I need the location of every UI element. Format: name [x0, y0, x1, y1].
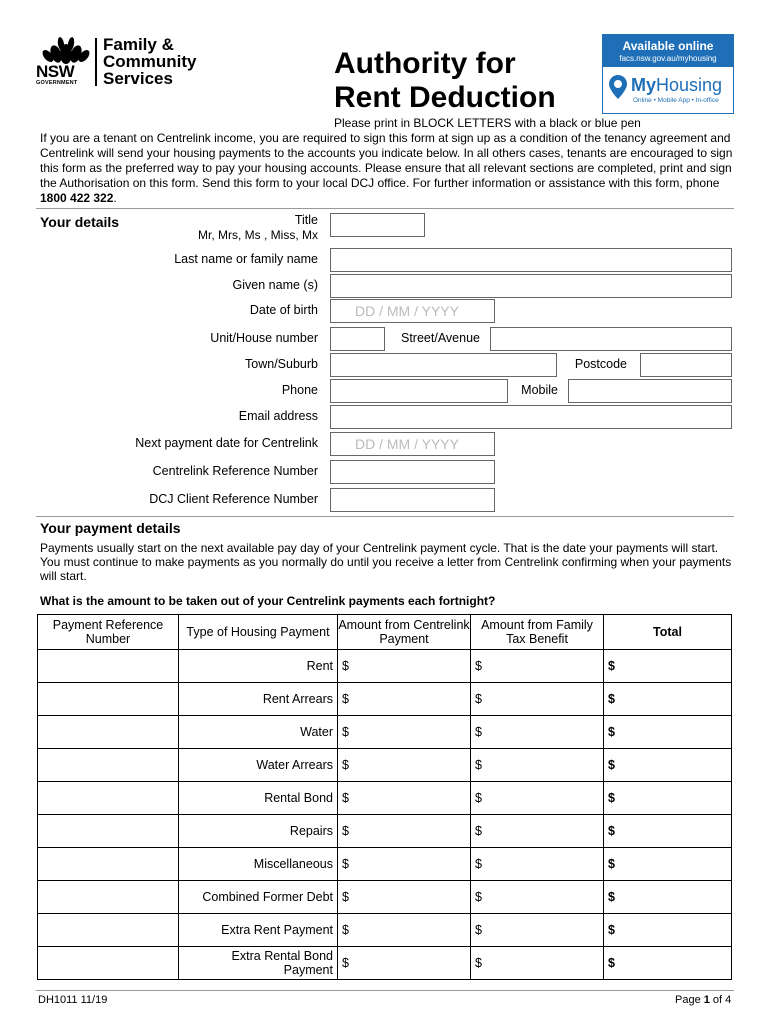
payment-ref-cell[interactable] — [38, 881, 179, 914]
next-payment-input[interactable]: DD / MM / YYYY — [330, 432, 495, 456]
centrelink-amount-cell[interactable]: $ — [338, 914, 471, 947]
table-row — [38, 881, 732, 914]
housing-type-cell: Rental Bond — [179, 782, 338, 815]
col-ftb-header: Amount from Family Tax Benefit — [471, 615, 604, 650]
last-name-label: Last name or family name — [174, 252, 318, 266]
postcode-label: Postcode — [574, 357, 627, 371]
housing-type-cell: Combined Former Debt — [179, 881, 338, 914]
email-input[interactable] — [330, 405, 732, 429]
centrelink-amount-cell[interactable]: $ — [338, 749, 471, 782]
total-cell[interactable]: $ — [604, 782, 732, 815]
street-input[interactable] — [490, 327, 732, 351]
payment-ref-cell[interactable] — [38, 716, 179, 749]
table-row — [38, 683, 732, 716]
dob-label: Date of birth — [249, 303, 318, 317]
housing-type-cell: Extra Rental Bond Payment — [179, 947, 338, 980]
col-type-header: Type of Housing Payment — [179, 615, 338, 650]
centrelink-amount-cell[interactable]: $ — [338, 716, 471, 749]
given-name-input[interactable] — [330, 274, 732, 298]
department-name: Family & Community Services — [103, 35, 197, 88]
payment-table — [37, 614, 732, 980]
ftb-amount-cell[interactable]: $ — [471, 914, 604, 947]
centrelink-ref-label: Centrelink Reference Number — [152, 464, 318, 478]
housing-type-cell: Repairs — [179, 815, 338, 848]
centrelink-amount-cell[interactable]: $ — [338, 848, 471, 881]
total-cell[interactable]: $ — [604, 848, 732, 881]
housing-type-cell: Rent — [179, 650, 338, 683]
payment-ref-cell[interactable] — [38, 650, 179, 683]
postcode-input[interactable] — [640, 353, 732, 377]
divider — [36, 516, 734, 517]
ftb-amount-cell[interactable]: $ — [471, 749, 604, 782]
centrelink-amount-cell[interactable]: $ — [338, 683, 471, 716]
table-header-row — [38, 615, 732, 650]
ftb-amount-cell[interactable]: $ — [471, 947, 604, 980]
centrelink-amount-cell[interactable]: $ — [338, 782, 471, 815]
ftb-amount-cell[interactable]: $ — [471, 683, 604, 716]
table-row — [38, 914, 732, 947]
total-cell[interactable]: $ — [604, 716, 732, 749]
last-name-input[interactable] — [330, 248, 732, 272]
total-cell[interactable]: $ — [604, 947, 732, 980]
centrelink-amount-cell[interactable]: $ — [338, 947, 471, 980]
dcj-ref-label: DCJ Client Reference Number — [149, 492, 318, 506]
total-cell[interactable]: $ — [604, 914, 732, 947]
housing-type-cell: Extra Rent Payment — [179, 914, 338, 947]
housing-type-cell: Rent Arrears — [179, 683, 338, 716]
myhousing-brand: MyHousing — [631, 75, 723, 95]
dcj-ref-input[interactable] — [330, 488, 495, 512]
town-label: Town/Suburb — [245, 357, 318, 371]
waratah-logo-icon — [38, 32, 94, 64]
payment-ref-cell[interactable] — [38, 782, 179, 815]
ftb-amount-cell[interactable]: $ — [471, 716, 604, 749]
housing-type-cell: Water Arrears — [179, 749, 338, 782]
centrelink-amount-cell[interactable]: $ — [338, 650, 471, 683]
badge-subtitle: Online • Mobile App • In-office — [633, 97, 719, 104]
table-row — [38, 749, 732, 782]
centrelink-amount-cell[interactable]: $ — [338, 881, 471, 914]
ftb-amount-cell[interactable]: $ — [471, 881, 604, 914]
payment-ref-cell[interactable] — [38, 914, 179, 947]
given-name-label: Given name (s) — [232, 278, 318, 292]
payment-ref-cell[interactable] — [38, 749, 179, 782]
ftb-amount-cell[interactable]: $ — [471, 848, 604, 881]
myhousing-badge — [602, 34, 734, 114]
next-payment-label: Next payment date for Centrelink — [135, 436, 318, 450]
nsw-logo-text: NSW — [36, 62, 75, 81]
table-row — [38, 947, 732, 980]
intro-paragraph: If you are a tenant on Centrelink income, you are required to sign this form at sign up as a condition of the tenancy agreement and Centrelink will send your housing payments to the accounts you indicate below. In all others cases, tenants are encouraged to sign this form as the preferred way to pay your housing accounts. Please ensure that all relevant sections are completed, print and sign the Authorisation on this form. Send this form to your local DCJ office. For further information or assistance with this form, phone 1800 422 322. — [40, 131, 733, 205]
your-details-heading: Your details — [40, 214, 120, 230]
mobile-label: Mobile — [521, 383, 558, 397]
form-code: DH1011 11/19 — [38, 994, 108, 1006]
total-cell[interactable]: $ — [604, 749, 732, 782]
table-row — [38, 716, 732, 749]
total-cell[interactable]: $ — [604, 683, 732, 716]
ftb-amount-cell[interactable]: $ — [471, 815, 604, 848]
ftb-amount-cell[interactable]: $ — [471, 650, 604, 683]
table-row — [38, 782, 732, 815]
col-total-header: Total — [604, 615, 732, 650]
page-number: Page 1 of 4 — [675, 994, 732, 1006]
unit-input[interactable] — [330, 327, 385, 351]
payment-ref-cell[interactable] — [38, 815, 179, 848]
dob-input[interactable]: DD / MM / YYYY — [330, 299, 495, 323]
total-cell[interactable]: $ — [604, 881, 732, 914]
col-ref-header: Payment Reference Number — [38, 615, 179, 650]
housing-type-cell: Water — [179, 716, 338, 749]
phone-label: Phone — [281, 383, 318, 397]
total-cell[interactable]: $ — [604, 815, 732, 848]
title-options: Mr, Mrs, Ms , Miss, Mx — [198, 228, 318, 242]
badge-url: facs.nsw.gov.au/myhousing — [619, 54, 717, 63]
town-input[interactable] — [330, 353, 557, 377]
col-centrelink-header: Amount from Centrelink Payment — [338, 615, 471, 650]
centrelink-ref-input[interactable] — [330, 460, 495, 484]
ftb-amount-cell[interactable]: $ — [471, 782, 604, 815]
badge-available: Available online — [622, 39, 714, 53]
table-row — [38, 848, 732, 881]
payment-ref-cell[interactable] — [38, 683, 179, 716]
title-label: Title — [294, 213, 318, 227]
unit-label: Unit/House number — [210, 331, 318, 345]
centrelink-amount-cell[interactable]: $ — [338, 815, 471, 848]
mobile-input[interactable] — [568, 379, 732, 403]
payment-details-heading: Your payment details — [40, 520, 181, 536]
location-pin-icon — [609, 75, 627, 99]
payment-ref-cell[interactable] — [38, 947, 179, 980]
divider — [36, 208, 734, 209]
total-cell[interactable]: $ — [604, 650, 732, 683]
footer-divider — [36, 990, 734, 991]
logo-divider — [95, 38, 97, 86]
table-row — [38, 815, 732, 848]
table-row — [38, 650, 732, 683]
payment-ref-cell[interactable] — [38, 848, 179, 881]
print-note: Please print in BLOCK LETTERS with a black or blue pen — [334, 116, 641, 130]
title-input[interactable] — [330, 213, 425, 237]
email-label: Email address — [238, 409, 318, 423]
housing-type-cell: Miscellaneous — [179, 848, 338, 881]
phone-input[interactable] — [330, 379, 508, 403]
page-title: Authority for Rent Deduction — [334, 47, 556, 114]
payment-paragraph: Payments usually start on the next available pay day of your Centrelink payment cycle. That is the date your payments will start. You must continue to make payments as you normally do until you receive a letter from Centrelink confirming when your payments will start. — [40, 541, 732, 583]
amount-question: What is the amount to be taken out of your Centrelink payments each fortnight? — [40, 594, 496, 608]
government-text: GOVERNMENT — [36, 80, 78, 86]
street-label: Street/Avenue — [401, 331, 480, 345]
